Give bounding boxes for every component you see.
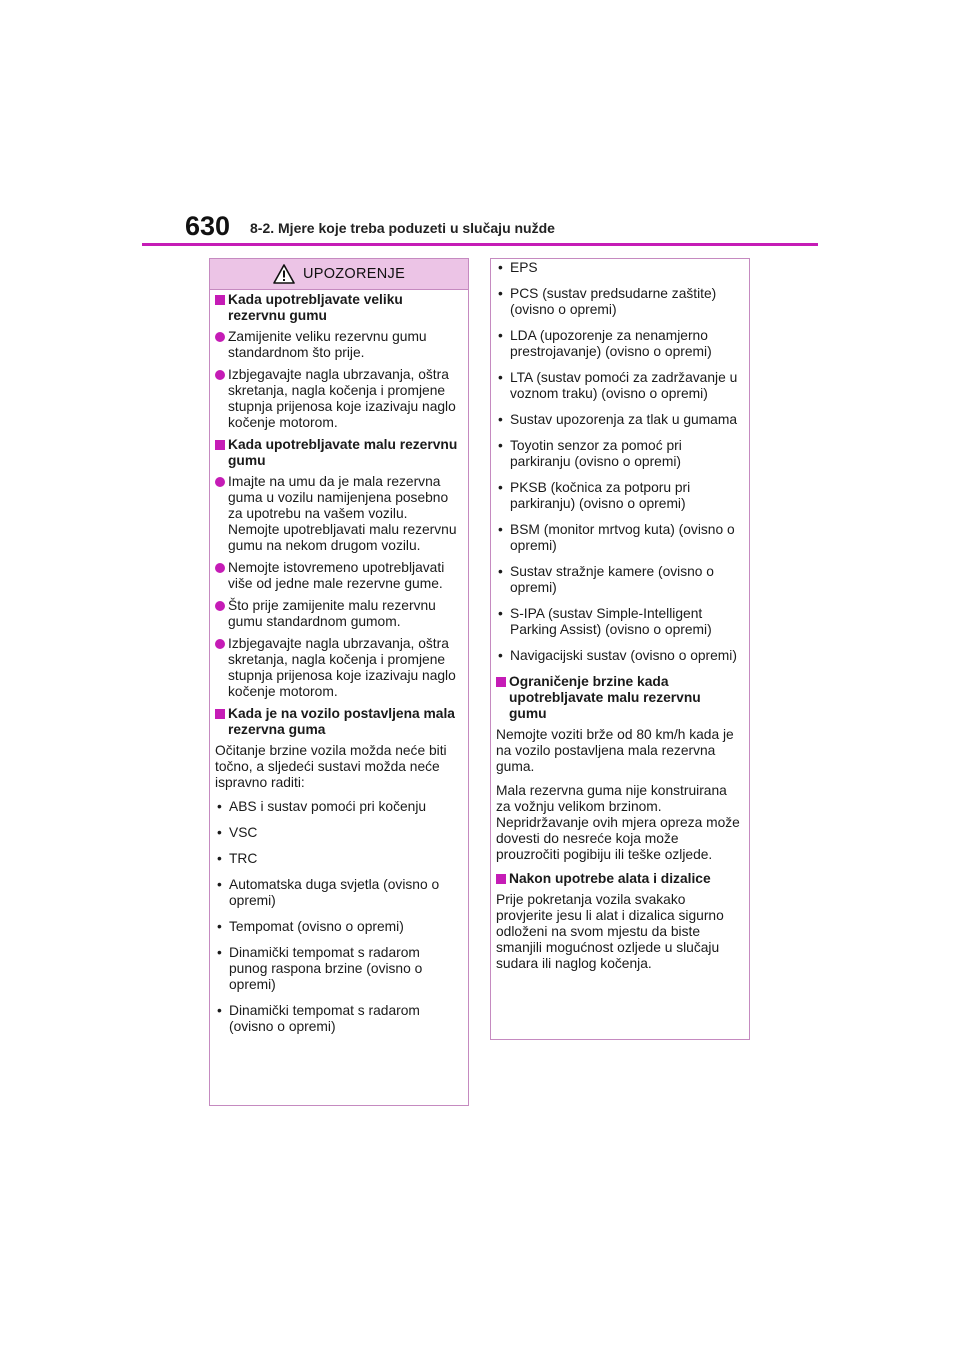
continuation-content [491,259,749,972]
header-divider [142,243,818,246]
warning-content [210,290,468,1035]
warning-header [210,259,468,290]
dot-item: Nemojte istovremeno upotrebljavati više od jedne male rezervne gume. [215,560,460,592]
bullet-item: • Tempomat (ovisno o opremi) [215,919,460,935]
bullet-item: • EPS [496,260,741,276]
bullet-item: • Sustav stražnje kamere (ovisno o opremi) [496,564,741,596]
bullet-item: • Toyotin senzor za pomoć pri parkiranju (ovisno o opremi) [496,438,741,470]
dot-item: Izbjegavajte nagla ubrzavanja, oštra skretanja, nagla kočenja i promjene stupnja prijenosa koje izazivaju naglo kočenje motorom. [215,636,460,700]
bullet-item: • ABS i sustav pomoći pri kočenju [215,799,460,815]
bullet-item: • Navigacijski sustav (ovisno o opremi) [496,648,741,664]
paragraph: Prije pokretanja vozila svakako provjerite jesu li alat i dizalica sigurno odloženi na svom mjestu da biste smanjili mogućnost ozljede u slučaju sudara ili naglog kočenja. [496,892,724,971]
bullet-item: • Automatska duga svjetla (ovisno o opremi) [215,877,460,909]
bullet-item: • LTA (sustav pomoći za zadržavanje u voznom traku) (ovisno o opremi) [496,370,741,402]
dot-item: Izbjegavajte nagla ubrzavanja, oštra skretanja, nagla kočenja i promjene stupnja prijenosa koje izazivaju naglo kočenje motorom. [215,367,460,431]
paragraph: Nemojte voziti brže od 80 km/h kada je na vozilo postavljena mala rezervna guma. [496,727,734,774]
subheading: Kada je na vozilo postavljena mala rezervna guma [215,706,460,738]
dot-item: Što prije zamijenite malu rezervnu gumu standardnom gumom. [215,598,460,630]
warning-box [209,258,469,1106]
bullet-item: • Sustav upozorenja za tlak u gumama [496,412,741,428]
paragraph: Mala rezervna guma nije konstruirana za vožnju velikom brzinom. Nepridržavanje ovih mjera opreza može dovesti do nesreće koja može prouzročiti pogibiju ili teške ozljede. [496,783,740,862]
warning-triangle-icon [273,264,295,284]
bullet-item: • VSC [215,825,460,841]
warning-title: UPOZORENJE [302,266,406,282]
bullet-item: • Dinamički tempomat s radarom punog raspona brzine (ovisno o opremi) [215,945,460,993]
continuation-box [490,258,750,1040]
bullet-item: • BSM (monitor mrtvog kuta) (ovisno o opremi) [496,522,741,554]
bullet-item: • PCS (sustav predsudarne zaštite) (ovisno o opremi) [496,286,741,318]
bullet-item: • Dinamički tempomat s radarom (ovisno o opremi) [215,1003,460,1035]
subheading: Ograničenje brzine kada upotrebljavate malu rezervnu gumu [496,674,741,722]
bullet-item: • LDA (upozorenje za nenamjerno prestrojavanje) (ovisno o opremi) [496,328,741,360]
section-title: 8-2. Mjere koje treba poduzeti u slučaju nužde [250,220,555,236]
dot-item: Imajte na umu da je mala rezervna guma u vozilu namijenjena posebno za upotrebu na vašem vozilu. Nemojte upotrebljavati malu rezervnu gumu na nekom drugom vozilu. [215,474,460,554]
bullet-item: • TRC [215,851,460,867]
paragraph: Očitanje brzine vozila možda neće biti točno, a sljedeći sustavi možda neće ispravno raditi: [215,743,447,790]
bullet-item: • S-IPA (sustav Simple-Intelligent Parking Assist) (ovisno o opremi) [496,606,741,638]
subheading: Kada upotrebljavate veliku rezervnu gumu [215,292,460,324]
dot-item: Zamijenite veliku rezervnu gumu standardnom što prije. [215,329,460,361]
page-number: 630 [185,211,231,241]
subheading: Nakon upotrebe alata i dizalice [496,871,741,887]
bullet-item: • PKSB (kočnica za potporu pri parkiranju) (ovisno o opremi) [496,480,741,512]
subheading: Kada upotrebljavate malu rezervnu gumu [215,437,460,469]
